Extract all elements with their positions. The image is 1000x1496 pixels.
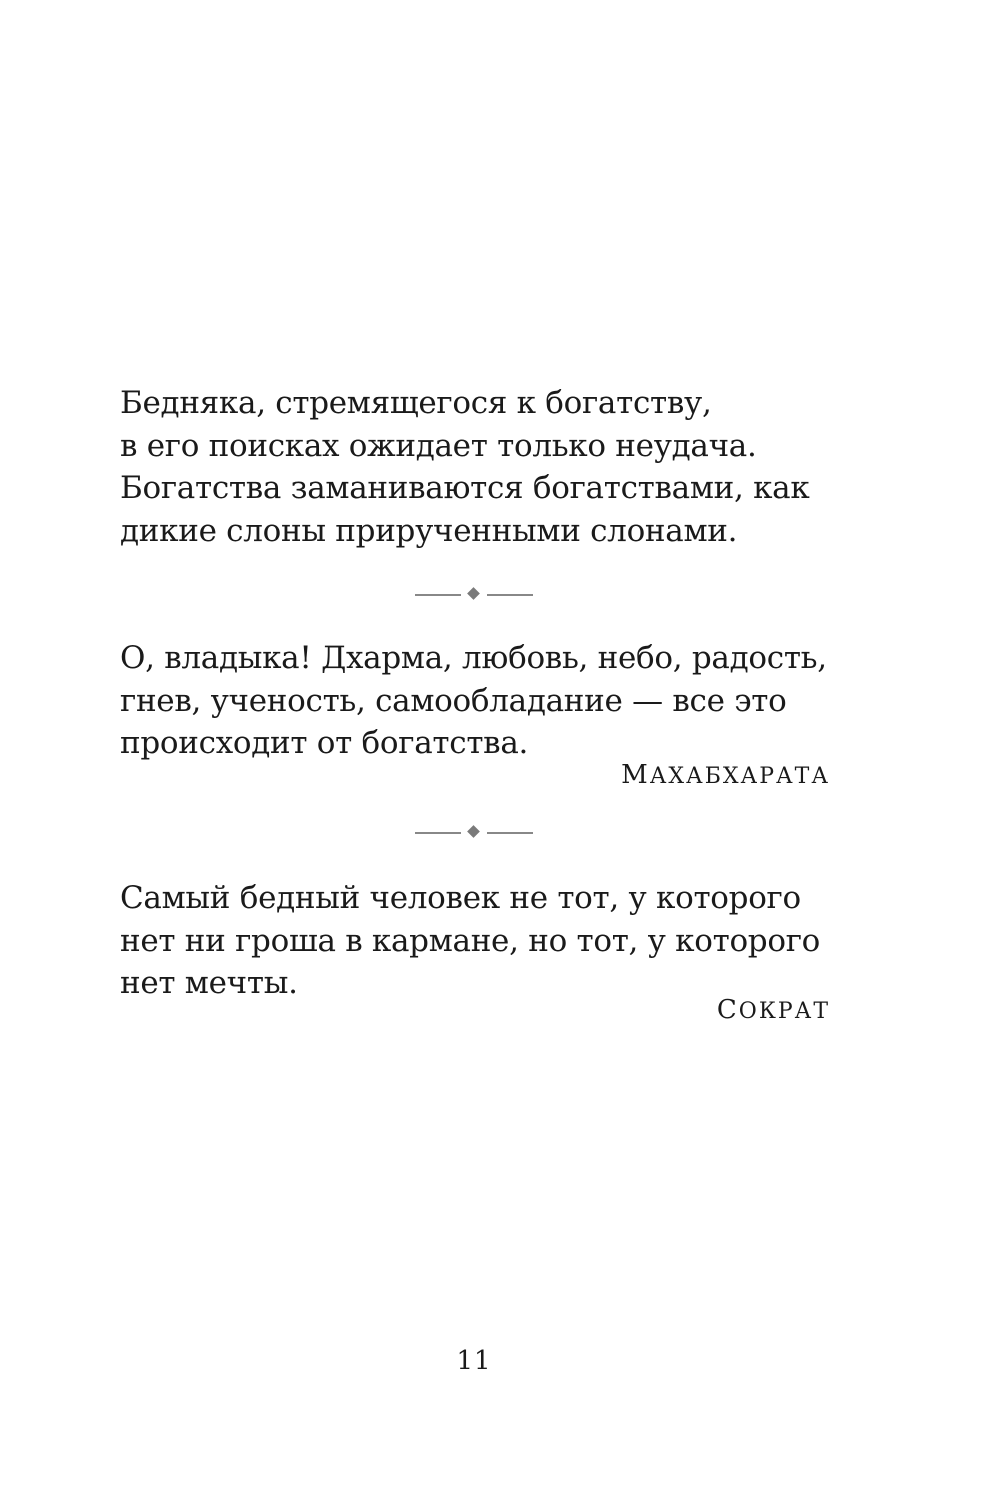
attribution-rest: АХАБХАРАТА xyxy=(649,764,830,789)
divider-line-right xyxy=(487,594,533,596)
attribution-rest: ОКРАТ xyxy=(738,999,830,1024)
attribution-initial: С xyxy=(716,995,739,1025)
divider-line-left xyxy=(415,594,461,596)
quote-socrates: Самый бедный человек не тот, у которого нет ни гроша в кармане, но тот, у которого нет мечты. xyxy=(120,880,821,1001)
quote-attribution xyxy=(621,760,830,790)
attribution-initial: М xyxy=(621,760,650,790)
diamond-ornament-icon xyxy=(467,587,480,600)
divider-line-right xyxy=(487,832,533,834)
ornament-divider xyxy=(415,826,533,840)
quote-attribution xyxy=(717,995,830,1025)
quote-mahabharata-1: Бедняка, стремящегося к богатству, в его поисках ожидает только неудача. Богатства заманиваются богатствами, как дикие слоны прирученными слонами. xyxy=(120,385,810,549)
quote-mahabharata-2: О, владыка! Дхарма, любовь, небо, радость, гнев, ученость, самообладание — все это происходит от богатства. xyxy=(120,640,827,761)
page-number: 11 xyxy=(456,1346,492,1376)
divider-line-left xyxy=(415,832,461,834)
diamond-ornament-icon xyxy=(467,825,480,838)
ornament-divider xyxy=(415,588,533,602)
